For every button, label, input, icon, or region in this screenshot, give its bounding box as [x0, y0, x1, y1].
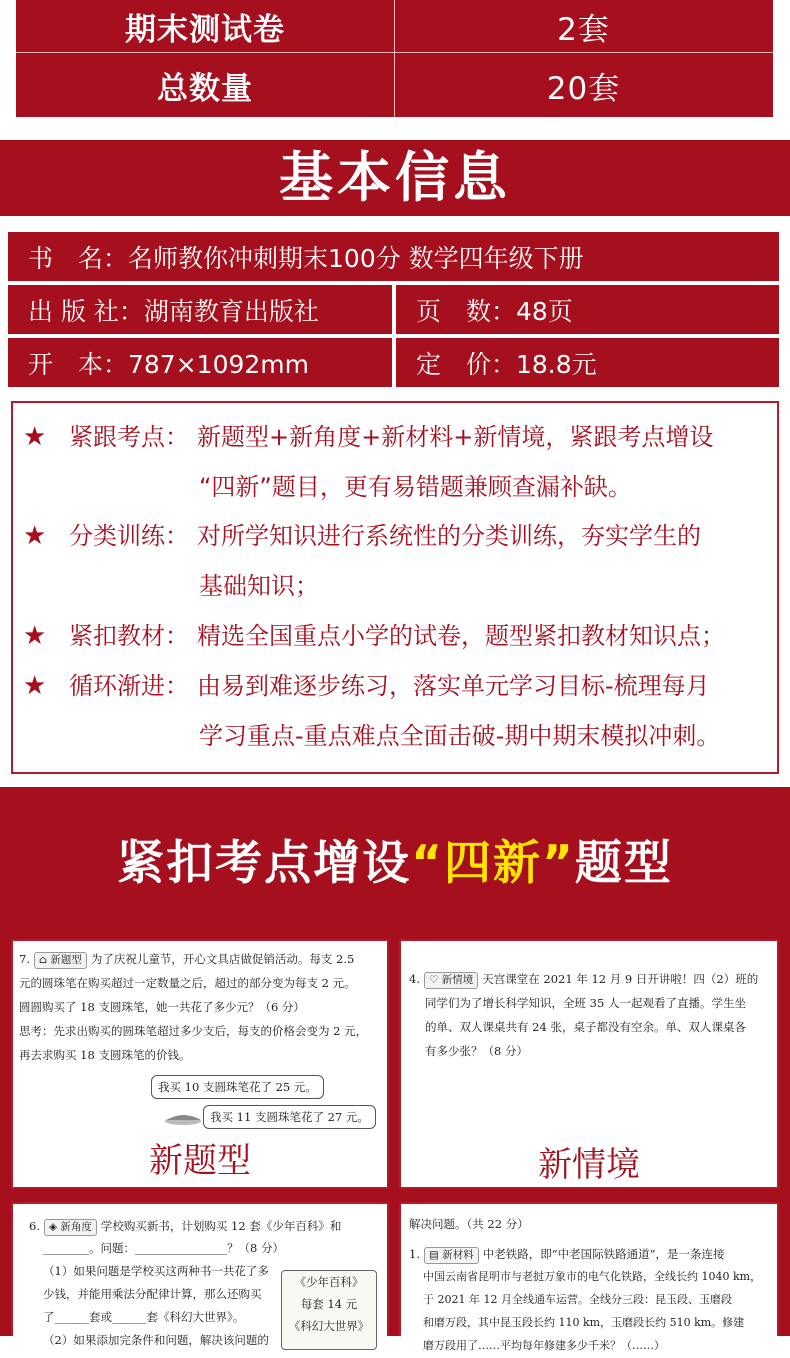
- star-icon: ★: [23, 671, 47, 701]
- question-line: 的单、双人课桌共有 24 张，桌子都没有空余。单、双人课桌各: [425, 1020, 746, 1034]
- tag-label: 新情境: [441, 974, 474, 986]
- feature-item: [23, 661, 769, 711]
- table-cell-label: 期末测试卷: [125, 11, 285, 48]
- new-material-tag: [424, 1247, 479, 1264]
- question-line: 了______套或______套《科幻大世界》。: [43, 1310, 245, 1324]
- feature-text: 对所学知识进行系统性的分类训练，夯实学生的: [197, 522, 701, 550]
- question-line: 于 2021 年 12 月全线通车运营。全线分三段：昆玉段、玉磨段: [423, 1293, 732, 1306]
- feature-item: [23, 511, 769, 561]
- star-icon: ★: [23, 521, 47, 551]
- table-cell-value: 2套: [557, 11, 610, 48]
- card-label: 新题型: [149, 1141, 251, 1181]
- pencil-illustration-icon: [163, 1111, 205, 1125]
- question-line: 再去求购买 18 支圆珠笔的价钱。: [19, 1048, 191, 1062]
- scroll-line: 《少年百科》: [294, 1275, 364, 1289]
- question-line: 中国云南省昆明市与老挝万象市的电气化铁路，全线长约 1040 km，: [423, 1270, 762, 1283]
- card-new-type: [11, 939, 389, 1189]
- heading-highlight: “四新”: [411, 836, 575, 891]
- question-line: ________。问题：________________？（8 分）: [43, 1241, 284, 1255]
- table-cell-value: 20套: [546, 70, 621, 107]
- card-new-material: [399, 1202, 779, 1352]
- question-text: 学校购买新书，计划购买 12 套《少年百科》和: [100, 1219, 342, 1233]
- diamond-icon: ◈: [48, 1221, 58, 1233]
- question-line: 有多少张？（8 分）: [425, 1044, 528, 1058]
- section-header: 解决问题。（共 22 分）: [409, 1217, 529, 1231]
- card-new-context: [399, 939, 779, 1189]
- tag-label: 新题型: [50, 954, 82, 966]
- question-line: 思考：先求出购买的圆珠笔超过多少支后，每支的价格会变为 2 元，: [19, 1024, 368, 1038]
- new-angle-tag: [44, 1219, 97, 1236]
- basic-info-title: 基本信息: [279, 146, 511, 209]
- speech-bubble: 我买 10 支圆珠笔花了 25 元。: [151, 1075, 324, 1099]
- format-row: 开 本：787×1092mm: [8, 338, 392, 387]
- question-text: 为了庆祝儿童节，开心文具店做促销活动。每支 2.5: [90, 952, 355, 966]
- question-number: 4.: [409, 972, 420, 986]
- feature-text: 新题型+新角度+新材料+新情境，紧跟考点增设: [197, 423, 714, 451]
- four-new-heading: [0, 826, 790, 893]
- book-icon: ▤: [428, 1249, 439, 1261]
- question-line: 磨万段用了……平均每年修建多少千米？（……）: [423, 1339, 665, 1352]
- question-line: [409, 967, 758, 991]
- pages-row: 页 数：48页: [396, 285, 779, 334]
- question-number: 6.: [29, 1219, 40, 1233]
- question-line: 和磨万段，其中昆玉段长约 110 km，玉磨段长约 510 km。修建: [423, 1316, 745, 1329]
- tag-label: 新材料: [442, 1249, 474, 1261]
- question-line: 元的圆珠笔在购买超过一定数量之后，超过的部分变为每支 2 元。: [19, 976, 356, 990]
- question-number: 7.: [19, 952, 30, 966]
- question-text: 中老铁路，即“中老国际铁路通道”，是一条连接: [482, 1247, 725, 1261]
- feature-item: [23, 412, 769, 462]
- feature-label: 循环渐进：: [69, 672, 189, 700]
- question-line: （2）如果添加完条件和问题，解决该问题的: [43, 1333, 269, 1347]
- feature-box: [11, 401, 779, 774]
- scroll-line: 每套 14 元: [300, 1297, 358, 1311]
- card-new-angle: [11, 1202, 389, 1347]
- tag-icon: ⌂: [38, 954, 48, 966]
- feature-label: 紧跟考点：: [69, 423, 189, 451]
- tag-label: 新角度: [60, 1221, 92, 1233]
- question-line: 少钱，并能用乘法分配律计算，那么还购买: [43, 1287, 262, 1301]
- heading-prefix: 紧扣考点增设: [117, 836, 412, 891]
- heart-icon: ♡: [428, 974, 439, 986]
- question-line: （1）如果问题是学校买这两种书一共花了多: [43, 1264, 269, 1278]
- feature-item: [23, 611, 769, 661]
- question-line: [19, 947, 354, 971]
- pencil-icon: [163, 1112, 205, 1126]
- book-name-row: 书 名：名师教你冲刺期末100分 数学四年级下册: [8, 232, 779, 281]
- feature-label: 紧扣教材：: [69, 622, 189, 650]
- speech-bubble: 我买 11 支圆珠笔花了 27 元。: [203, 1105, 376, 1129]
- star-icon: ★: [23, 621, 47, 651]
- feature-text: 精选全国重点小学的试卷，题型紧扣教材知识点；: [197, 622, 725, 650]
- feature-text-continued: “四新”题目，更有易错题兼顾查漏补缺。: [199, 473, 632, 501]
- new-type-tag: [34, 952, 87, 969]
- publisher-row: 出 版 社：湖南教育出版社: [8, 285, 392, 334]
- question-line: 同学们为了增长科学知识，全班 35 人一起观看了直播。学生坐: [425, 996, 746, 1010]
- question-text: 天宫课堂在 2021 年 12 月 9 日开讲啦！四（2）班的: [482, 972, 759, 986]
- feature-text-continued: 基础知识；: [199, 572, 319, 600]
- card-label: 新情境: [538, 1145, 640, 1185]
- question-number: 1.: [409, 1247, 420, 1261]
- feature-text: 由易到难逐步练习，落实单元学习目标-梳理每月: [197, 672, 710, 700]
- scroll-line: 《科幻大世界》: [288, 1319, 370, 1333]
- star-icon: ★: [23, 422, 47, 452]
- price-scroll: [281, 1270, 377, 1350]
- heading-suffix: 题型: [574, 836, 673, 891]
- table-cell-label: 总数量: [157, 70, 253, 107]
- new-context-tag: [424, 972, 478, 989]
- feature-text-continued: 学习重点-重点难点全面击破-期中期末模拟冲刺。: [199, 722, 721, 750]
- price-row: 定 价：18.8元: [396, 338, 779, 387]
- question-line: [29, 1214, 341, 1238]
- feature-label: 分类训练：: [69, 522, 189, 550]
- question-line: 圆圆购买了 18 支圆珠笔，她一共花了多少元？（6 分）: [19, 1000, 305, 1014]
- question-line: [409, 1242, 725, 1266]
